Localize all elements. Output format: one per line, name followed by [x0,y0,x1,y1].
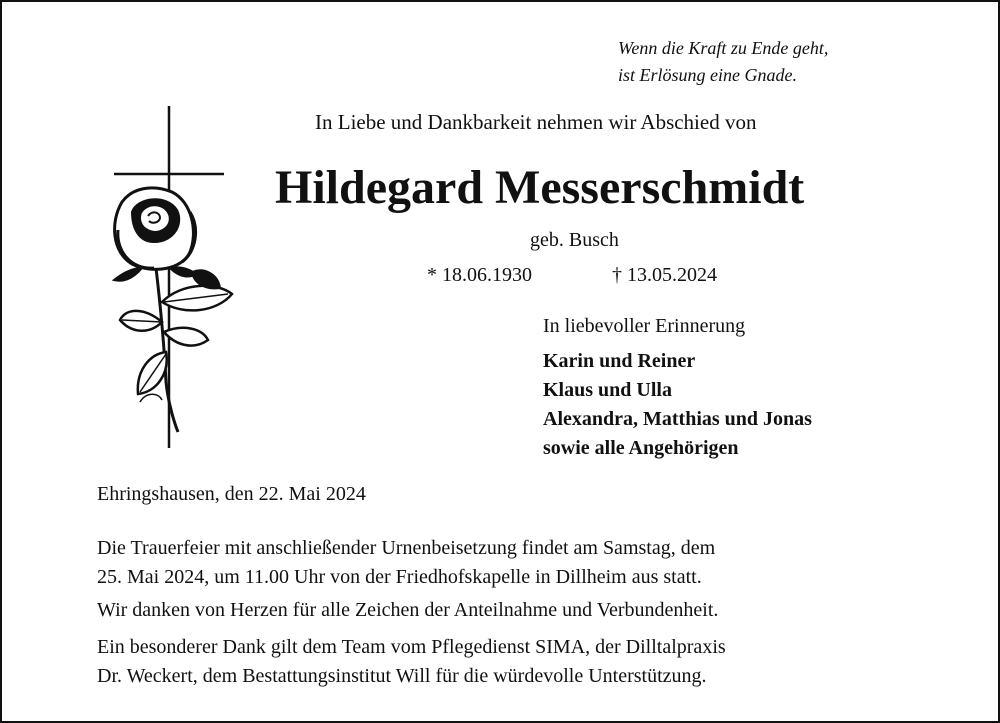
funeral-line-1: Die Trauerfeier mit anschließender Urnenbeisetzung findet am Samstag, dem [97,537,716,559]
special-thanks-paragraph [97,633,726,691]
quote [618,35,828,89]
deceased-name: Hildegard Messerschmidt [275,161,805,214]
remembrance-text: In liebevoller Erinnerung [543,315,746,337]
birth-date: * 18.06.1930 [427,264,532,286]
funeral-paragraph [97,534,715,592]
special-thanks-line-2: Dr. Weckert, dem Bestattungsinstitut Will für die würdevolle Unterstützung. [97,665,707,687]
intro-text: In Liebe und Dankbarkeit nehmen wir Abschied von [315,110,757,134]
thanks-line: Wir danken von Herzen für alle Zeichen der Anteilnahme und Verbundenheit. [97,599,719,621]
family-member: Karin und Reiner [543,350,696,372]
family-member: Klaus und Ulla [543,379,672,401]
maiden-name: geb. Busch [530,229,619,251]
quote-line-2: ist Erlösung eine Gnade. [618,65,797,85]
special-thanks-line-1: Ein besonderer Dank gilt dem Team vom Pflegedienst SIMA, der Dilltalpraxis [97,636,726,658]
family-member: sowie alle Angehörigen [543,437,739,459]
thanks-paragraph [97,596,718,625]
quote-line-1: Wenn die Kraft zu Ende geht, [618,38,829,58]
funeral-line-2: 25. Mai 2024, um 11.00 Uhr von der Friedhofskapelle in Dillheim aus statt. [97,566,702,588]
cross-rose-icon [92,102,252,452]
family-member: Alexandra, Matthias und Jonas [543,408,812,430]
death-date: † 13.05.2024 [612,264,717,286]
place-date: Ehringshausen, den 22. Mai 2024 [97,483,366,505]
family-list [543,347,812,463]
